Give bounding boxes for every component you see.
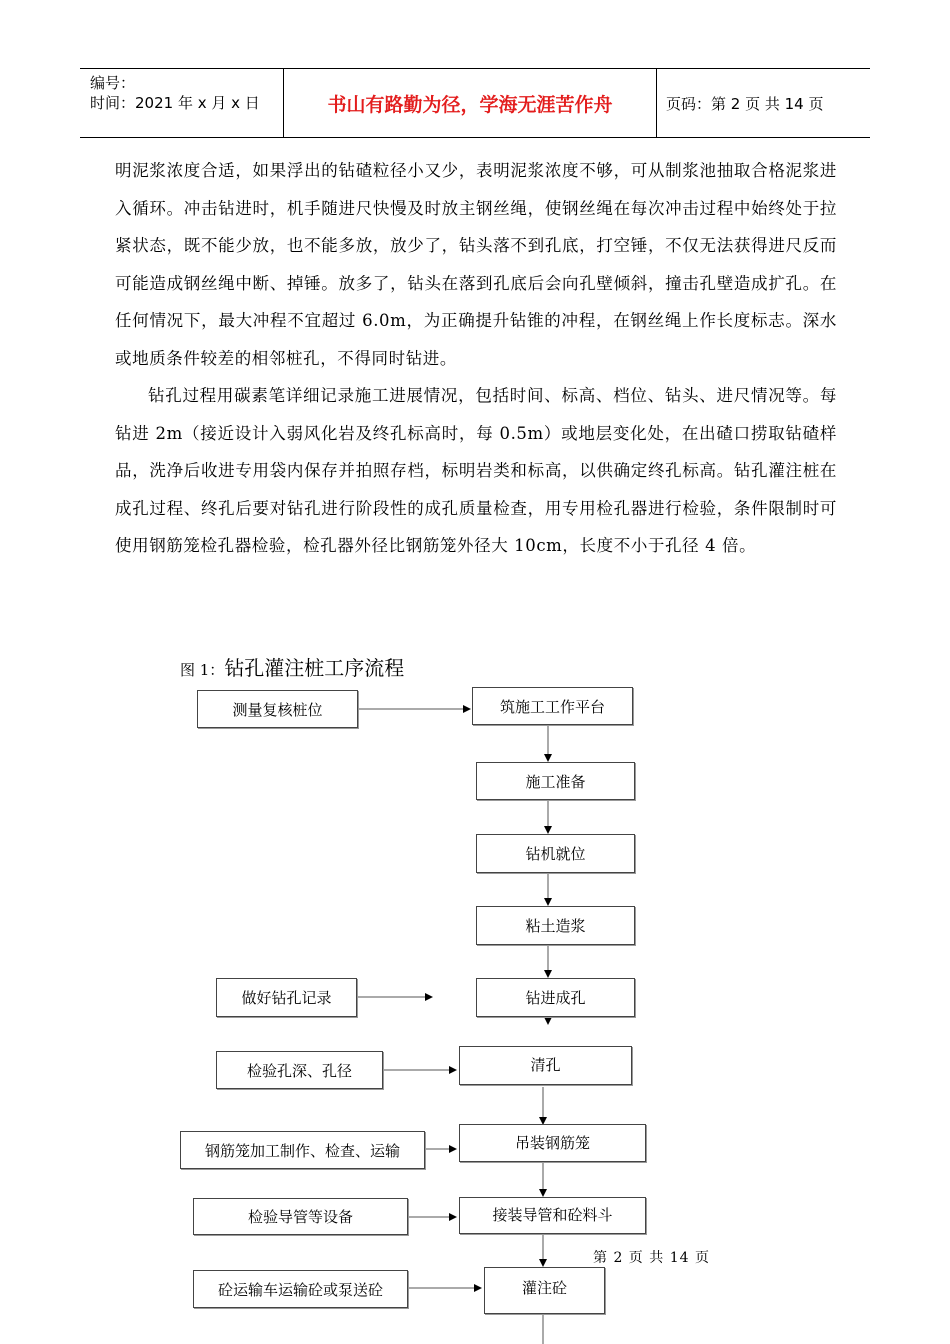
page-footer: 第 2 页 共 14 页 <box>593 1250 710 1266</box>
figure-caption: 钻孔灌注桩工序流程 <box>224 656 405 680</box>
flow-step-hole-cleaning: 清孔 <box>459 1046 632 1085</box>
side-step-check-depth: 检验孔深、孔径 <box>216 1051 383 1089</box>
flow-step-pour-concrete: 灌注砼 <box>484 1267 605 1314</box>
paragraph: 钻孔过程用碳素笔详细记录施工进展情况，包括时间、标高、档位、钻头、进尺情况等。每钻进 2m（接近设计入弱风化岩及终孔标高时，每 0.5m）或地层变化处，在出碴口捞取钻碴样品，洗净后收进专用袋内保存并拍照存档，标明岩类和标高，以供确定终孔标高。钻孔灌注桩在成孔过程、终孔后要对钻孔进行阶段性的成孔质量检查，用专用检孔器进行检验，条件限制时可使用钢筋笼检孔器检验，检孔器外径比钢筋笼外径大 10cm，长度不小于孔径 4 倍。 <box>115 386 837 555</box>
side-step-survey-pile: 测量复核桩位 <box>197 690 358 728</box>
flow-step-drilling: 钻进成孔 <box>476 978 635 1017</box>
flow-step-lift-rebar-cage: 吊装钢筋笼 <box>459 1124 646 1162</box>
serial-number-label: 编号： <box>90 74 136 92</box>
side-step-concrete-transport: 砼运输车运输砼或泵送砼 <box>193 1270 408 1308</box>
side-step-drilling-record: 做好钻孔记录 <box>216 978 357 1017</box>
flow-step-build-platform: 筑施工工作平台 <box>472 687 633 725</box>
figure-label: 图 1： <box>180 661 225 679</box>
side-step-rebar-cage-prep: 钢筋笼加工制作、检查、运输 <box>180 1131 425 1169</box>
header-page-info: 页码：第 2 页 共 14 页 <box>666 94 824 113</box>
paragraph: 明泥浆浓度合适，如果浮出的钻碴粒径小又少，表明泥浆浓度不够，可从制浆池抽取合格泥浆进入循环。冲击钻进时，机手随进尺快慢及时放主钢丝绳，使钢丝绳在每次冲击过程中始终处于拉紧状态，既不能少放，也不能多放，放少了，钻头落不到孔底，打空锤，不仅无法获得进尺反而可能造成钢丝绳中断、掉锤。放多了，钻头在落到孔底后会向孔壁倾斜，撞击孔壁造成扩孔。在任何情况下，最大冲程不宜超过 6.0m，为正确提升钻锥的冲程，在钢丝绳上作长度标志。深水或地质条件较差的相邻桩孔，不得同时钻进。 <box>115 161 837 368</box>
header-motto: 书山有路勤为径，学海无涯苦作舟 <box>327 93 613 116</box>
flow-step-preparation: 施工准备 <box>476 762 635 800</box>
flow-step-install-tremie: 接装导管和砼料斗 <box>459 1197 646 1234</box>
side-step-check-tremie: 检验导管等设备 <box>193 1198 408 1235</box>
flow-step-rig-positioning: 钻机就位 <box>476 834 635 873</box>
date-line: 时间：2021 年 x 月 x 日 <box>90 94 260 112</box>
flow-step-clay-slurry: 粘土造浆 <box>476 906 635 945</box>
